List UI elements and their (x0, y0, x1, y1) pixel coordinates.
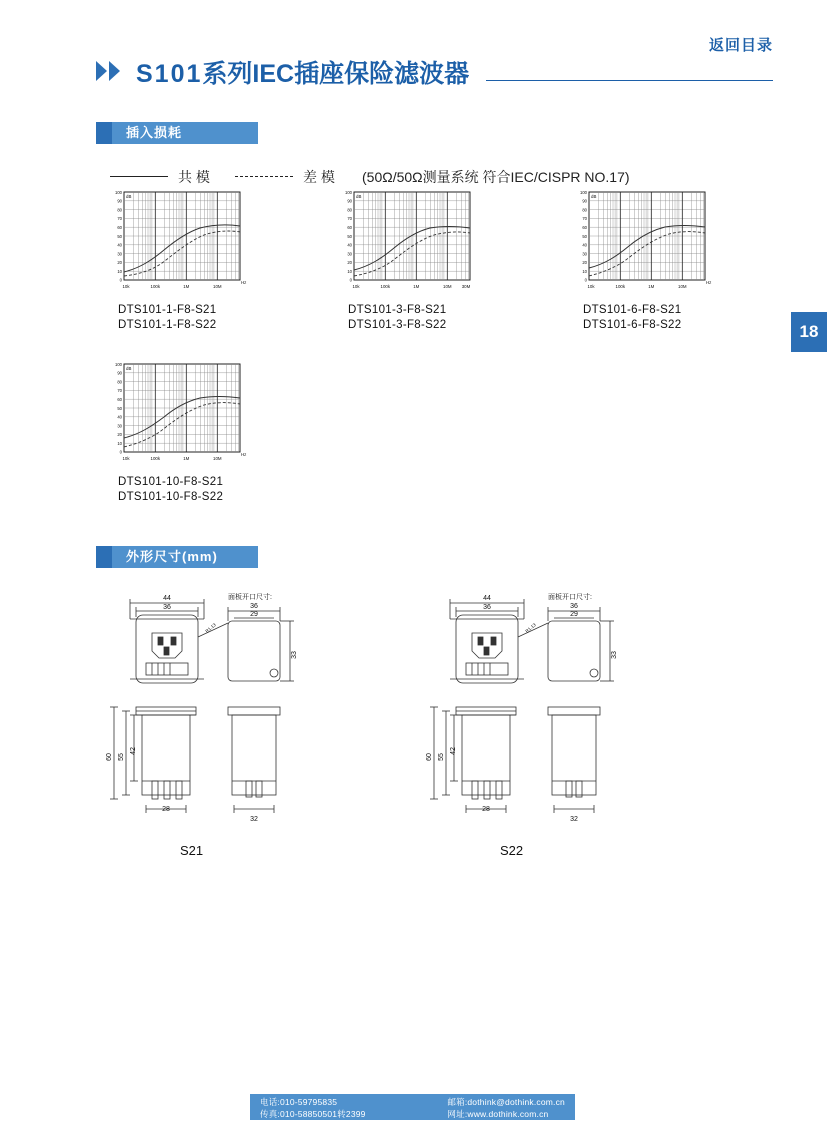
dim-height-outer-s21: 60 (106, 753, 113, 761)
svg-text:60: 60 (117, 397, 122, 402)
svg-text:70: 70 (117, 216, 122, 222)
svg-text:dB: dB (356, 194, 362, 199)
back-to-catalog-link[interactable]: 返回目录 (708, 37, 773, 54)
svg-text:20: 20 (117, 260, 122, 266)
dim-side-width-s22: 32 (570, 816, 578, 823)
dim-base-width-s21: 28 (162, 806, 170, 813)
insertion-loss-chart-4 (100, 360, 250, 468)
drawing-label-s22: S22 (500, 843, 524, 858)
page-title-model: S101 (136, 60, 203, 88)
dim-cutout-w-s21: 36 (250, 603, 258, 610)
svg-text:100: 100 (580, 190, 587, 195)
svg-text:0: 0 (119, 277, 122, 283)
chart-caption-3-line2: DTS101-6-F8-S22 (583, 319, 682, 331)
dim-side-width-s21: 32 (250, 816, 258, 823)
svg-text:100: 100 (345, 190, 352, 195)
dim-height-inner-s22: 42 (450, 747, 457, 755)
svg-text:70: 70 (347, 216, 352, 222)
svg-text:10M: 10M (443, 284, 452, 289)
svg-text:10M: 10M (213, 284, 222, 289)
page-number-tab: 18 (791, 312, 827, 352)
double-chevron-icon (96, 60, 130, 82)
svg-text:30: 30 (117, 251, 122, 257)
svg-text:100k: 100k (150, 456, 161, 461)
section-header-dimensions: 外形尺寸(mm) (96, 546, 258, 568)
svg-text:Hz: Hz (241, 280, 247, 285)
panel-cutout-label-s22: 面板开口尺寸: (548, 594, 592, 601)
svg-text:50: 50 (347, 233, 352, 239)
svg-text:40: 40 (117, 242, 122, 248)
svg-text:10: 10 (347, 269, 352, 274)
insertion-loss-chart-1 (100, 188, 250, 296)
svg-text:100k: 100k (615, 284, 626, 289)
page-title (136, 54, 469, 90)
chart-caption-2 (330, 303, 480, 333)
dim-cutout-inner-s21: 29 (250, 611, 258, 618)
svg-text:1M: 1M (183, 284, 190, 289)
svg-text:30M: 30M (461, 284, 471, 289)
insertion-loss-chart-2 (330, 188, 480, 296)
svg-text:40: 40 (347, 242, 352, 248)
dim-height-mid-s22: 55 (438, 753, 445, 761)
chart-caption-2-line1: DTS101-3-F8-S21 (348, 304, 447, 316)
dim-height-mid-s21: 55 (118, 753, 125, 761)
chart-legend (100, 165, 767, 187)
footer-tel: 电话:010-59795835 (260, 1097, 338, 1107)
dim-cutout-w-s22: 36 (570, 603, 578, 610)
chart-block-4 (100, 360, 250, 505)
radius-note-s22: R1.13 (524, 622, 537, 634)
dim-cutout-h-s21: 33 (291, 651, 298, 659)
svg-text:10k: 10k (122, 284, 130, 289)
drawing-s21 (100, 585, 340, 858)
svg-text:100: 100 (115, 190, 122, 195)
svg-text:40: 40 (117, 414, 122, 420)
dim-top-width-s21: 44 (163, 595, 171, 602)
svg-text:50: 50 (582, 233, 587, 239)
dim-base-width-s22: 28 (482, 806, 490, 813)
svg-text:50: 50 (117, 233, 122, 239)
chart-caption-1-line1: DTS101-1-F8-S21 (118, 304, 217, 316)
svg-text:40: 40 (582, 242, 587, 248)
footer-website[interactable]: 网址:www.dothink.com.cn (447, 1109, 549, 1119)
svg-text:70: 70 (582, 216, 587, 222)
svg-text:80: 80 (347, 207, 352, 213)
chart-caption-1-line2: DTS101-1-F8-S22 (118, 319, 217, 331)
drawing-s22 (420, 585, 660, 858)
dim-height-inner-s21: 42 (130, 747, 137, 755)
svg-text:20: 20 (582, 260, 587, 266)
svg-text:80: 80 (117, 207, 122, 213)
svg-text:80: 80 (117, 379, 122, 385)
svg-text:Hz: Hz (706, 280, 712, 285)
dim-height-outer-s22: 60 (426, 753, 433, 761)
svg-text:1M: 1M (413, 284, 420, 289)
panel-cutout-label-s21: 面板开口尺寸: (228, 594, 272, 601)
svg-text:0: 0 (119, 449, 122, 455)
svg-text:90: 90 (582, 198, 587, 204)
svg-text:100: 100 (115, 362, 122, 367)
svg-text:30: 30 (582, 251, 587, 257)
dim-top-inner-s22: 36 (483, 604, 491, 611)
legend-common-mode-label: 共 模 (178, 169, 210, 185)
chart-caption-4 (100, 475, 250, 505)
svg-text:Hz: Hz (241, 452, 247, 457)
dim-top-width-s22: 44 (483, 595, 491, 602)
insertion-loss-chart-3 (565, 188, 715, 296)
svg-text:0: 0 (584, 277, 587, 283)
svg-text:20: 20 (347, 260, 352, 266)
svg-text:10: 10 (117, 441, 122, 446)
svg-text:10k: 10k (587, 284, 595, 289)
mechanical-drawings (0, 585, 827, 875)
svg-text:10M: 10M (213, 456, 222, 461)
svg-text:30: 30 (347, 251, 352, 257)
svg-text:20: 20 (117, 432, 122, 438)
chart-block-2 (330, 188, 480, 333)
drawing-label-s21: S21 (180, 843, 204, 858)
dim-cutout-inner-s22: 29 (570, 611, 578, 618)
svg-text:10M: 10M (678, 284, 687, 289)
dim-top-inner-s21: 36 (163, 604, 171, 611)
svg-text:100k: 100k (150, 284, 161, 289)
svg-text:50: 50 (117, 405, 122, 411)
svg-text:60: 60 (117, 225, 122, 230)
svg-text:10k: 10k (352, 284, 360, 289)
chart-block-3 (565, 188, 715, 333)
radius-note-s21: R1.13 (204, 622, 217, 634)
footer-web-column (447, 1096, 565, 1118)
chart-caption-4-line1: DTS101-10-F8-S21 (118, 476, 224, 488)
legend-measurement-note: (50Ω/50Ω测量系统 符合IEC/CISPR NO.17) (362, 169, 630, 185)
svg-text:dB: dB (591, 194, 597, 199)
svg-text:70: 70 (117, 388, 122, 394)
chart-caption-3 (565, 303, 715, 333)
page-title-rest: 系列IEC插座保险滤波器 (202, 60, 470, 88)
svg-text:80: 80 (582, 207, 587, 213)
footer-fax: 传真:010-58850501转2399 (260, 1109, 366, 1119)
svg-text:100k: 100k (380, 284, 391, 289)
svg-text:30: 30 (117, 423, 122, 429)
svg-text:dB: dB (126, 194, 132, 199)
footer-phone-column (260, 1096, 366, 1118)
svg-text:60: 60 (582, 225, 587, 230)
legend-differential-mode-label: 差 模 (303, 169, 335, 185)
chart-caption-3-line1: DTS101-6-F8-S21 (583, 304, 682, 316)
svg-text:1M: 1M (183, 456, 190, 461)
chart-caption-4-line2: DTS101-10-F8-S22 (118, 491, 224, 503)
footer-email: 邮箱:dothink@dothink.com.cn (447, 1097, 565, 1107)
chart-caption-1 (100, 303, 250, 333)
svg-text:60: 60 (347, 225, 352, 230)
dim-cutout-h-s22: 33 (611, 651, 618, 659)
svg-text:90: 90 (117, 370, 122, 376)
svg-text:0: 0 (349, 277, 352, 283)
section-header-insertion-loss: 插入损耗 (96, 122, 258, 144)
chart-caption-2-line2: DTS101-3-F8-S22 (348, 319, 447, 331)
svg-text:10k: 10k (122, 456, 130, 461)
legend-dashed-line (235, 176, 293, 177)
legend-solid-line (110, 176, 168, 177)
svg-text:90: 90 (347, 198, 352, 204)
svg-text:dB: dB (126, 366, 132, 371)
title-underline (486, 80, 773, 81)
footer-contact-bar (250, 1094, 575, 1120)
page-title-row (96, 56, 773, 90)
svg-text:10: 10 (117, 269, 122, 274)
chart-block-1 (100, 188, 250, 333)
svg-text:10: 10 (582, 269, 587, 274)
svg-text:90: 90 (117, 198, 122, 204)
svg-text:1M: 1M (648, 284, 655, 289)
